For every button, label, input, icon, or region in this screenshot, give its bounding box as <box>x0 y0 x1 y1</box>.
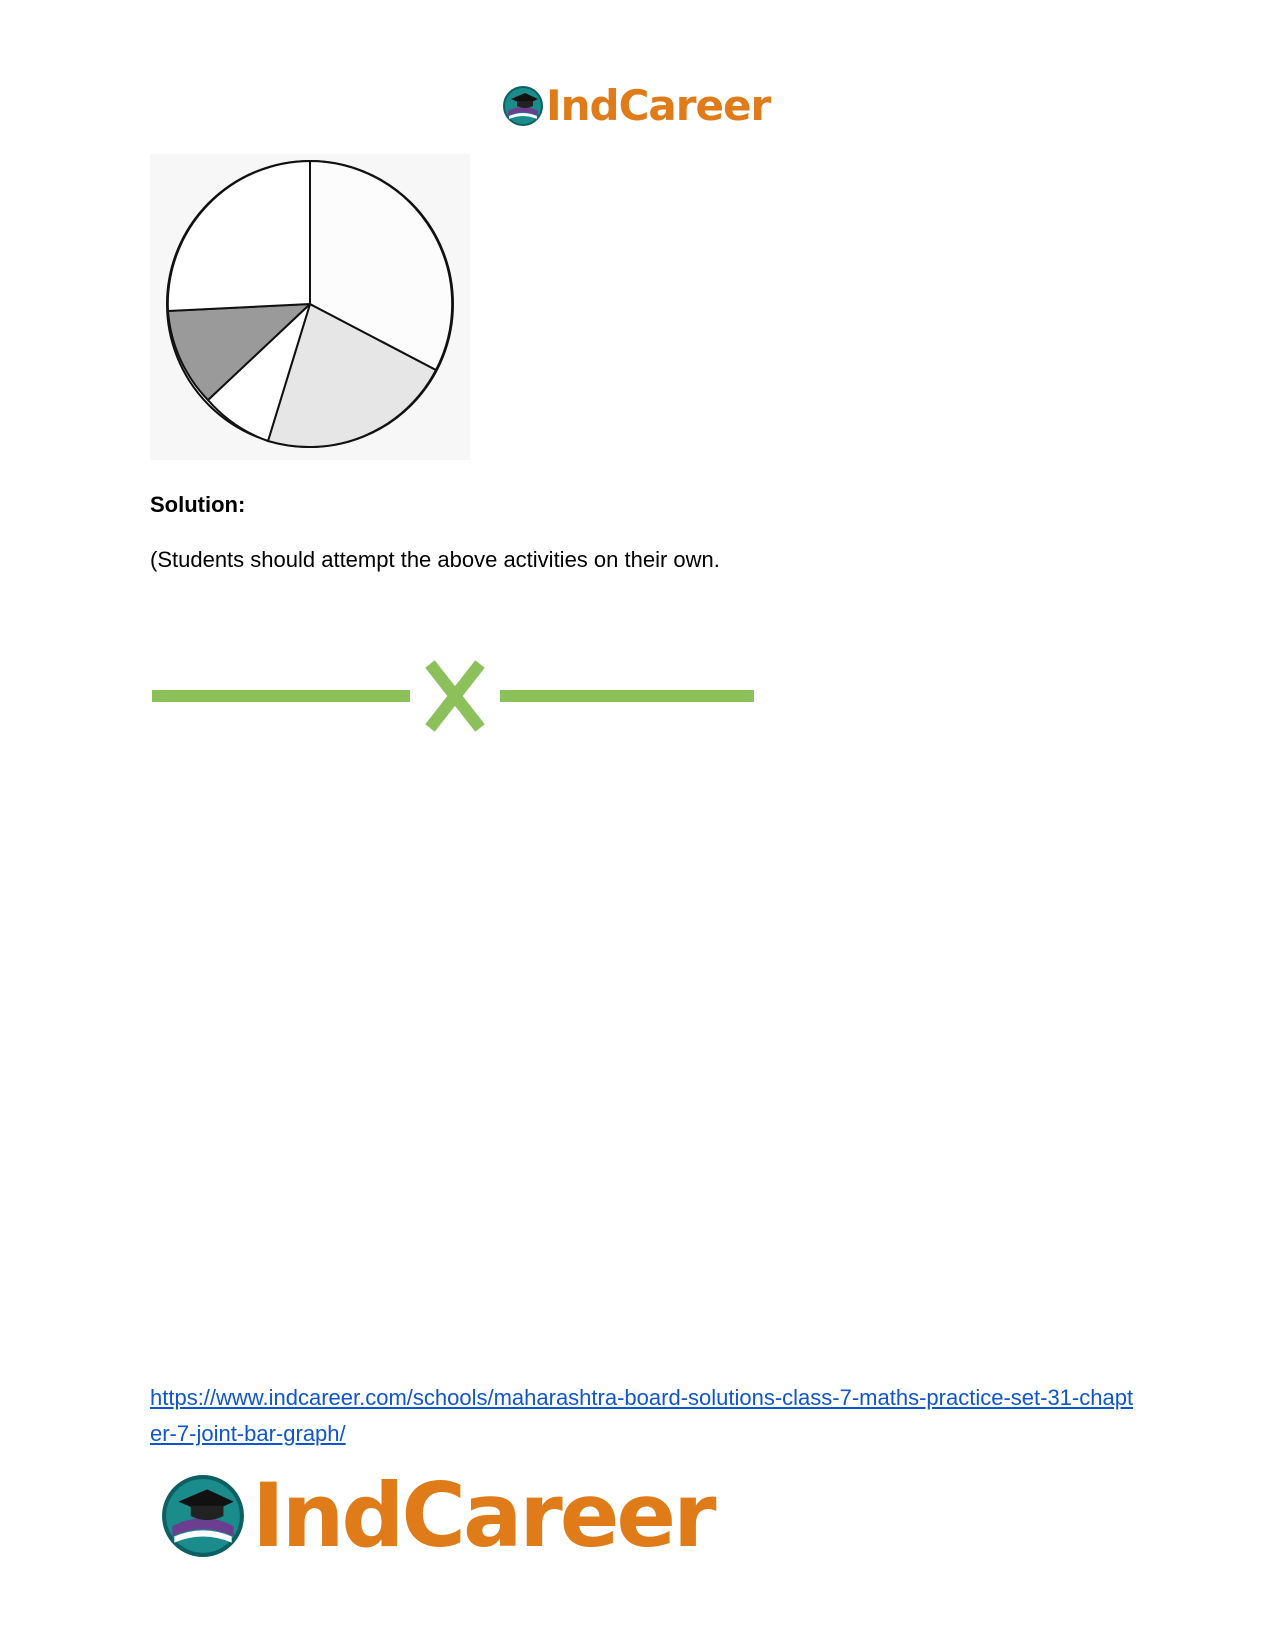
globe-graduate-icon <box>160 1473 246 1559</box>
solution-text: (Students should attempt the above activities on their own. <box>150 547 720 572</box>
footer-logo <box>160 1464 714 1567</box>
solution-heading: Solution: <box>150 492 246 517</box>
header-logo-text: IndCareer <box>546 81 771 130</box>
pie-chart-figure <box>150 154 470 460</box>
header-logo <box>502 76 770 136</box>
divider-line-right <box>500 690 754 702</box>
x-divider-icon <box>150 656 756 736</box>
footer-logo-text: IndCareer <box>252 1464 714 1567</box>
source-link[interactable]: https://www.indcareer.com/schools/maharashtra-board-solutions-class-7-maths-practice-set-31-chapter-7-joint-bar-graph/ <box>150 1385 1134 1446</box>
divider-line-left <box>152 690 410 702</box>
globe-graduate-icon <box>502 85 544 127</box>
